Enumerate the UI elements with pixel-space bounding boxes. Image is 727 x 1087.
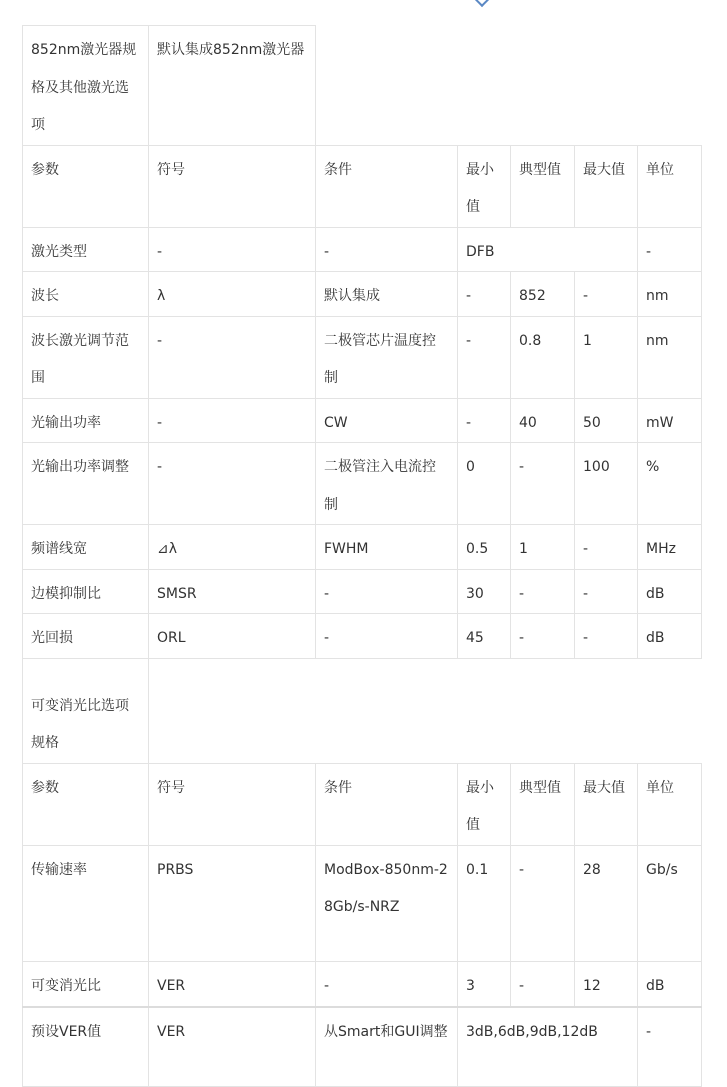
cell-range: DFB: [458, 227, 638, 272]
table-row: [23, 398, 702, 443]
cell-unit: dB: [638, 962, 702, 1007]
cell-typ: -: [511, 569, 575, 614]
cell-unit: dB: [638, 614, 702, 659]
cell-param: 边模抑制比: [23, 569, 149, 614]
cell-unit: nm: [638, 316, 702, 398]
ver-section-title-row: [23, 658, 702, 763]
cell-condition: 默认集成: [316, 272, 458, 317]
cell-condition: CW: [316, 398, 458, 443]
cell-min: -: [458, 316, 511, 398]
cell-unit: -: [638, 227, 702, 272]
cell-max: 28: [575, 845, 638, 962]
header-condition: 条件: [316, 763, 458, 845]
cell-symbol: -: [149, 398, 316, 443]
cell-condition: -: [316, 227, 458, 272]
cell-param: 波长: [23, 272, 149, 317]
cell-condition: -: [316, 569, 458, 614]
cell-condition: 二极管芯片温度控制: [316, 316, 458, 398]
table-header-row: [23, 763, 702, 845]
cell-max: 12: [575, 962, 638, 1007]
cell-param: 传输速率: [23, 845, 149, 962]
cell-max: -: [575, 525, 638, 570]
table-row: [23, 443, 702, 525]
cell-param: 预设VER值: [23, 1007, 149, 1087]
cell-max: 50: [575, 398, 638, 443]
cell-typ: -: [511, 845, 575, 962]
cell-unit: MHz: [638, 525, 702, 570]
cell-unit: mW: [638, 398, 702, 443]
table-header-row: [23, 145, 702, 227]
cell-typ: -: [511, 614, 575, 659]
cell-unit: -: [638, 1007, 702, 1087]
cell-range: 3dB,6dB,9dB,12dB: [458, 1007, 638, 1087]
cell-symbol: -: [149, 443, 316, 525]
table-row: [23, 272, 702, 317]
table-row: [23, 569, 702, 614]
header-unit: 单位: [638, 145, 702, 227]
cell-min: 0.5: [458, 525, 511, 570]
cell-min: -: [458, 398, 511, 443]
header-unit: 单位: [638, 763, 702, 845]
header-condition: 条件: [316, 145, 458, 227]
cell-param: 频谱线宽: [23, 525, 149, 570]
cell-symbol: VER: [149, 962, 316, 1007]
cell-max: -: [575, 569, 638, 614]
cell-min: -: [458, 272, 511, 317]
cell-typ: 0.8: [511, 316, 575, 398]
cell-min: 0.1: [458, 845, 511, 962]
cell-unit: Gb/s: [638, 845, 702, 962]
header-symbol: 符号: [149, 145, 316, 227]
cell-param: 光输出功率调整: [23, 443, 149, 525]
laser-section-title-row: [23, 26, 702, 146]
cell-symbol: -: [149, 227, 316, 272]
cell-param: 激光类型: [23, 227, 149, 272]
cell-symbol: -: [149, 316, 316, 398]
cell-min: 3: [458, 962, 511, 1007]
spec-table: [22, 25, 702, 1087]
cell-symbol: VER: [149, 1007, 316, 1087]
cell-typ: -: [511, 443, 575, 525]
table-row: [23, 227, 702, 272]
cell-typ: -: [511, 962, 575, 1007]
table-row: [23, 316, 702, 398]
header-max: 最大值: [575, 763, 638, 845]
cell-condition: -: [316, 962, 458, 1007]
cell-min: 0: [458, 443, 511, 525]
cell-symbol: ORL: [149, 614, 316, 659]
header-min: 最小值: [458, 145, 511, 227]
chevron-down-icon: [475, 0, 489, 7]
header-param: 参数: [23, 145, 149, 227]
cell-max: -: [575, 272, 638, 317]
cell-param: 可变消光比: [23, 962, 149, 1007]
header-param: 参数: [23, 763, 149, 845]
header-min: 最小值: [458, 763, 511, 845]
header-typ: 典型值: [511, 763, 575, 845]
cell-min: 30: [458, 569, 511, 614]
cell-max: 100: [575, 443, 638, 525]
cell-param: 光回损: [23, 614, 149, 659]
header-symbol: 符号: [149, 763, 316, 845]
table-row: [23, 1007, 702, 1087]
cell-condition: ModBox-850nm-28Gb/s-NRZ: [316, 845, 458, 962]
table-row: [23, 525, 702, 570]
table-row: [23, 962, 702, 1007]
cell-param: 波长激光调节范围: [23, 316, 149, 398]
cell-condition: 二极管注入电流控制: [316, 443, 458, 525]
header-typ: 典型值: [511, 145, 575, 227]
ver-section-title: 可变消光比选项规格: [23, 658, 149, 763]
cell-max: -: [575, 614, 638, 659]
cell-unit: %: [638, 443, 702, 525]
laser-section-title: 852nm激光器规格及其他激光选项: [23, 26, 149, 146]
cell-symbol: SMSR: [149, 569, 316, 614]
cell-condition: 从Smart和GUI调整: [316, 1007, 458, 1087]
cell-symbol: PRBS: [149, 845, 316, 962]
table-row: [23, 845, 702, 962]
cell-condition: FWHM: [316, 525, 458, 570]
cell-param: 光输出功率: [23, 398, 149, 443]
cell-typ: 1: [511, 525, 575, 570]
cell-min: 45: [458, 614, 511, 659]
header-max: 最大值: [575, 145, 638, 227]
cell-symbol: λ: [149, 272, 316, 317]
cell-unit: dB: [638, 569, 702, 614]
cell-max: 1: [575, 316, 638, 398]
cell-symbol: ⊿λ: [149, 525, 316, 570]
cell-unit: nm: [638, 272, 702, 317]
cell-condition: -: [316, 614, 458, 659]
laser-default-note: 默认集成852nm激光器: [149, 26, 316, 146]
cell-typ: 40: [511, 398, 575, 443]
cell-typ: 852: [511, 272, 575, 317]
table-row: [23, 614, 702, 659]
